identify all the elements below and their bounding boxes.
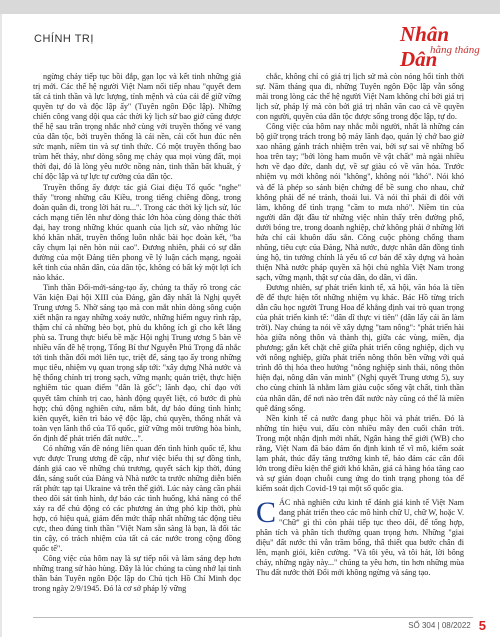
paragraph: Nền kinh tế cả nước đang phục hồi và phát triển. Đó là những tín hiệu vui, dấu còn nhiều mây đen cuối chân trời. Trong một nhận định mới nhất, Ngân hàng thế giới (WB) cho rằng, Việt Nam đã bảo đảm ổn định kinh tế vĩ mô, kiểm soát lạm phát, thúc đẩy tăng trưởng kinh tế, bảo đảm các cân đối lớn trong điều kiện thế giới khó khăn, giá cả hàng hóa tăng cao và sự gián đoạn chuỗi cung ứng do tình trạng phong tỏa để kiểm soát dịch Covid-19 tại một số quốc gia. <box>256 413 464 493</box>
issue-label: SỐ 304 | 08/2022 <box>408 621 471 630</box>
paragraph: Tinh thần Đổi-mới-sáng-tạo ấy, chúng ta thấy rõ trong các Văn kiện Đại hội XIII của Đảng, gần đây nhất là Nghị quyết Trung ương 5. Nhờ sáng tạo mà con mắt nhìn dòng sông cuộn xiết nhận ra ngay những xoáy nước, những hiểm nguy rình rập, thậm chí cả những bèo bọt, phù du không ích gì cho kết lắng phù sa. Trung thực biểu bề mặc Hội nghị Trung ương 5 bàn về nhiều vấn đề hệ trọng, Tổng Bí thư Nguyễn Phú Trọng đã nhắc tới tinh thần đổi mới liên tục, triệt để, sáng tạo ấy trong những mục tiêu, nhiệm vụ quan trọng sắp tới: "xây dựng Nhà nước và hệ thống chính trị trong sạch, vững mạnh; quán triệt, thực hiện nghiêm túc quan điểm "dân là gốc"; lãnh đạo, chỉ đạo với quyết tâm chính trị cao, hành động quyết liệt, có bước đi phù hợp; chủ động nghiên cứu, nắm bắt, dự báo đúng tình hình; kiên quyết, kiên trì bảo vệ độc lập, chủ quyền, thống nhất và toàn vẹn lãnh thổ của Tổ quốc, giữ vững môi trường hòa bình, ổn định để phát triển đất nước...". <box>33 282 241 443</box>
right-column <box>256 72 464 612</box>
footer-divider <box>33 617 473 618</box>
dropcap-paragraph <box>256 495 464 578</box>
logo-main-text: Nhân Dân <box>400 22 450 71</box>
logo-sub-text: hằng tháng <box>430 44 480 56</box>
dropcap-text: ÁC nhà nghiên cứu kinh tế đánh giá kinh tế Việt Nam đang phát triển theo các mô hình chữ U, chữ W, hoặc V. "Chữ" gì thì còn phải tiếp tục theo dõi, để tổng hợp, phân tích và phân tích thường quan trọng hơn. Những "giai điệu" đất nước thì vẫn trầm bổng, thâ thiết qua bước chân đi lên, mạnh giỏi, kiên cường. "Và tôi yêu, và tôi hát, lời bông chảy, những ngày này..." chúng ta yêu hơn, tin hơn những mùa Thu đất nước thời Đổi mới không ngừng và sáng tạo. <box>256 497 464 578</box>
footer <box>408 618 486 633</box>
paragraph: Đương nhiên, sự phát triển kinh tế, xã hội, văn hóa là tiền đề để thực hiện tốt những nhiệm vụ khác. Bác Hồ từng trích dẫn câu học người Trung Hoa để khẳng định vai trò quan trọng của phát triển kinh tế: "dân dĩ thực vi tiên" (dân lấy cái ăn làm trời). Nay chúng ta nói về xây dựng "tam nông": "phát triển hài hòa giữa nông thôn và thành thị, giữa các vùng, miền, địa phương; gắn kết chặt chẽ giữa phát triển công nghiệp, dịch vụ với nông nghiệp, giữa phát triển nông thôn bền vững với quá trình đô thị hóa theo hướng "nông nghiệp sinh thái, nông thôn hiện đại, nông dân văn minh" (Nghị quyết Trung ương 5), suy cho cùng chính là nhằm làm giàu cuộc sống vật chất, tinh thần của nhân dân, để nơi nào trên đất nước này cũng có thể là miền quê đáng sống. <box>256 282 464 413</box>
page-edge-line <box>0 0 2 637</box>
dropcap-letter: C <box>256 495 277 529</box>
masthead-logo <box>400 22 482 71</box>
section-label: CHÍNH TRỊ <box>34 33 94 45</box>
left-column <box>33 72 241 612</box>
paragraph: Truyền thống ấy được tác giả Giai điệu Tổ quốc "nghe" thấy "trong những câu Kiều, trong tiếng chiêng đồng, trong đoàn quân đi, trong lời hát ru...". Trong các thời kỳ lịch sử, lúc cách mạng tiến lên như dòng thác lớn hòa cùng dòng thác thời đại, hay trong những khúc quanh của lịch sử, vào những lúc khó khăn nhất, truyền thống luôn nhắc bài học đoàn kết, "ba cây chụm lại nên hòn núi cao". Đương nhiên, phải có sự dẫn đường của một Đảng tiên phong về lý luận cách mạng, ngoài kết tinh của nhân dân, của dân tộc, không có bất kỳ một lợi ích nào khác. <box>33 182 241 282</box>
paragraph: Có những vấn đề nóng liên quan đến tình hình quốc tế, khu vực được Trung ương đề cập, như việc biểu thị sự đồng tình, đánh giá cao về những chủ trương, quyết sách kịp thời, đúng đắn, sáng suốt của Đảng và Nhà nước ta trước những diễn biến rất phức tạp tại Ukraine và trên thế giới. Lúc này càng cần phải theo dõi sát tình hình, dự báo các tình huống, khả năng có thể xảy ra để chủ động có các phương án ứng phó kịp thời, phù hợp, có hiệu quả, giảm đến mức thấp nhất những tác động tiêu cực, theo đúng tinh thần "Việt Nam sẵn sàng là bạn, là đối tác tin cậy, có trách nhiệm của tất cả các nước trong cộng đồng quốc tế". <box>33 443 241 554</box>
paragraph: ngừng chảy tiếp tục bồi đắp, gạn lọc và kết tinh những giá trị mới. Các thế hệ người Việt Nam nối tiếp nhau "quyết đem tất cả tinh thần và lực lượng, tính mệnh và của cải để giữ vững quyền tự do và độc lập ấy" (Tuyên ngôn Độc lập). Những chiến công vang dội qua các thời kỳ lịch sử bao giờ cũng được thể hệ sau trân trọng nhắc nhớ cùng với truyền thống vẻ vang của dân tộc, bởi truyền thống là cái nền, cái cốt hun đúc nên sức mạnh, niềm tin và sự tinh thức. Có một truyền thống bao trùm hết thảy, như dòng sông mẹ chảy qua mọi vùng đất, mọi thời đại, đó là lòng yêu nước nồng nàn, tinh thần bất khuất, ý chí độc lập và tự lực tự cường của dân tộc. <box>33 72 241 182</box>
paragraph: chắc, không chỉ có giá trị lịch sử mà còn nóng hổi tính thời sự. Năm tháng qua đi, những Tuyên ngôn Độc lập vẫn sống mãi trong lòng các thế hệ người Việt Nam không chỉ bởi giá trị lịch sử, pháp lý mà còn bởi giá trị nhân văn cao cả về quyền con người, quyền của dân tộc được sống trong độc lập, tự do. <box>256 72 464 122</box>
paragraph: Công việc của hôm nay là sự tiếp nối và làm sáng đẹp hơn những trang sử hào hùng. Đây là lúc chúng ta cùng nhớ lại tinh thần bản Tuyên ngôn Độc lập do Chủ tịch Hồ Chí Minh đọc trong ngày 2/9/1945. Đó là cơ sở pháp lý vững <box>33 554 241 594</box>
page-number: 5 <box>478 618 486 633</box>
header-bar <box>0 0 500 14</box>
paragraph: Công việc của hôm nay nhắc mỗi người, nhất là những cán bộ giữ trọng trách trong bộ máy lãnh đạo, quản lý chớ bao giờ xao nhãng gánh trách nhiệm trên vai, bởi sự sai về những bổ hoa trên tay; "bởi lòng ham muốn về vật chất" mà ngài nhiều hơn về đạo đức, danh dự, về sự giàu có về văn hóa. Trước nhiệm vụ mới không nói "không", không nói "khó". Nói khó và để là phép so sánh biện chứng để bề sung cho nhau, chứ không phải để né tránh, thoái lui. Và nói thì phải đi đôi với làm, không để tình trạng "cầm to mưa nhỏ". Niềm tin của người dân đặt đầu từ những việc nhìn thấy trên đường phố, dưới bóng tre, trong doanh nghiệp, chứ không phải ở những lời hứa chỉ cải khuôn dấu sắn. Công cuộc phòng chống tham nhũng, tiêu cực của Đảng, Nhà nước, được nhân dân đồng tình ủng hộ, tin tưởng chính là yếu tố cơ bản để xây dựng và hoàn thiện Nhà nước pháp quyền xã hội chủ nghĩa Việt Nam trong sạch, vững mạnh, thật sự của dân, do dân, vì dân. <box>256 122 464 282</box>
